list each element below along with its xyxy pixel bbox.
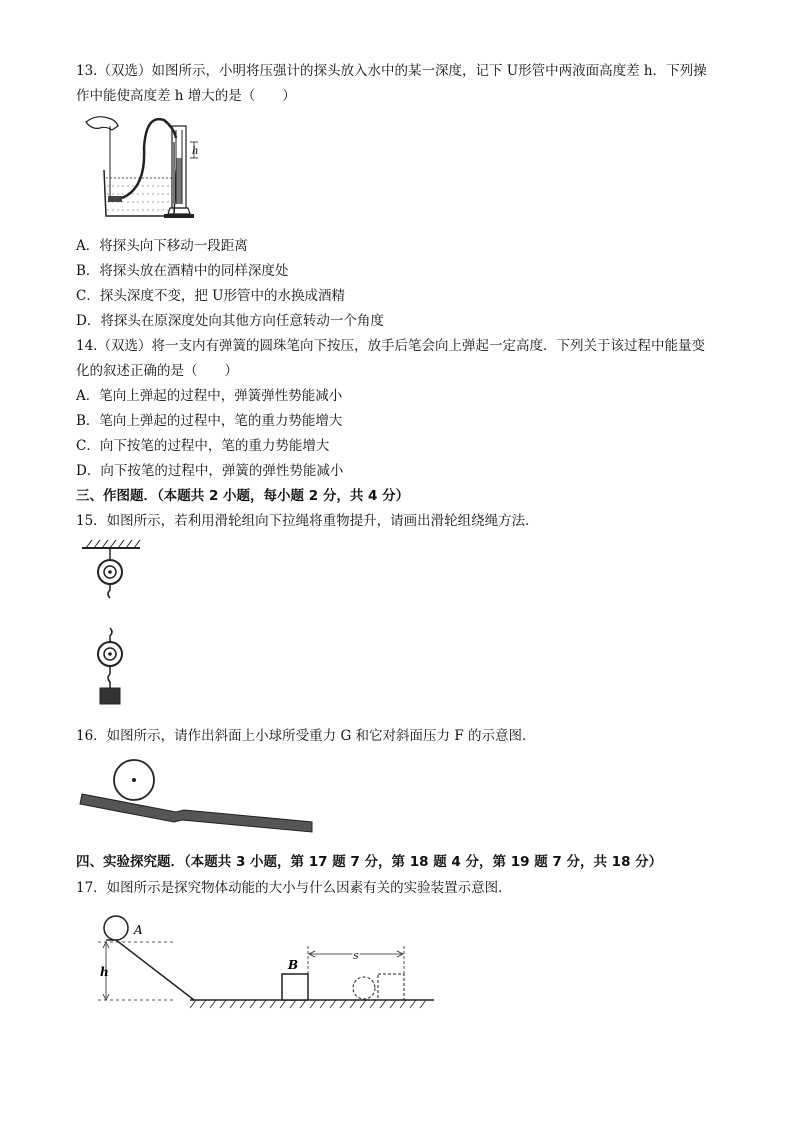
q14-option-d: D．向下按笔的过程中，弹簧的弹性势能减小 bbox=[76, 463, 344, 479]
q17-stem: 17．如图所示是探究物体动能的大小与什么因素有关的实验装置示意图． bbox=[76, 880, 512, 896]
pressure-gauge-figure bbox=[76, 108, 216, 226]
q14-option-b: B．笔向上弹起的过程中，笔的重力势能增大 bbox=[76, 413, 343, 429]
pulley-system-figure bbox=[76, 536, 156, 714]
incline-ball-figure bbox=[76, 752, 316, 836]
q14-option-a: A．笔向上弹起的过程中，弹簧弹性势能减小 bbox=[76, 388, 343, 404]
q13-option-a: A．将探头向下移动一段距离 bbox=[76, 238, 248, 254]
q14-stem-line1: 14.（双选）将一支内有弹簧的圆珠笔向下按压，放手后笔会向上弹起一定高度．下列关于该过程中能量变 bbox=[76, 338, 705, 354]
q14-option-c: C．向下按笔的过程中，笔的重力势能增大 bbox=[76, 438, 330, 454]
q13-stem-line2: 作中能使高度差 h 增大的是（ ） bbox=[76, 88, 296, 104]
kinetic-energy-apparatus-figure bbox=[76, 906, 438, 1018]
q16-stem: 16．如图所示，请作出斜面上小球所受重力 G 和它对斜面压力 F 的示意图． bbox=[76, 728, 536, 744]
section-3-heading: 三、作图题．（本题共 2 小题，每小题 2 分，共 4 分） bbox=[76, 488, 410, 504]
q13-option-b: B．将探头放在酒精中的同样深度处 bbox=[76, 263, 289, 279]
q17-label-b: B bbox=[288, 958, 299, 972]
q17-label-a: A bbox=[134, 923, 143, 937]
q14-stem-line2: 化的叙述正确的是（ ） bbox=[76, 363, 238, 379]
q13-option-d: D．将探头在原深度处向其他方向任意转动一个角度 bbox=[76, 313, 384, 329]
q13-label-h: h bbox=[192, 146, 199, 157]
q13-option-c: C．探头深度不变，把 U形管中的水换成酒精 bbox=[76, 288, 345, 304]
q13-stem-line1: 13.（双选）如图所示，小明将压强计的探头放入水中的某一深度，记下 U形管中两液面高度差 h．下列操 bbox=[76, 63, 707, 79]
section-4-heading: 四、实验探究题．（本题共 3 小题，第 17 题 7 分，第 18 题 4 分，第 19 题 7 分，共 18 分） bbox=[76, 854, 663, 870]
q15-stem: 15．如图所示，若利用滑轮组向下拉绳将重物提升，请画出滑轮组绕绳方法． bbox=[76, 513, 539, 529]
q17-label-s: s bbox=[353, 949, 359, 962]
q17-label-h: h bbox=[100, 965, 109, 979]
